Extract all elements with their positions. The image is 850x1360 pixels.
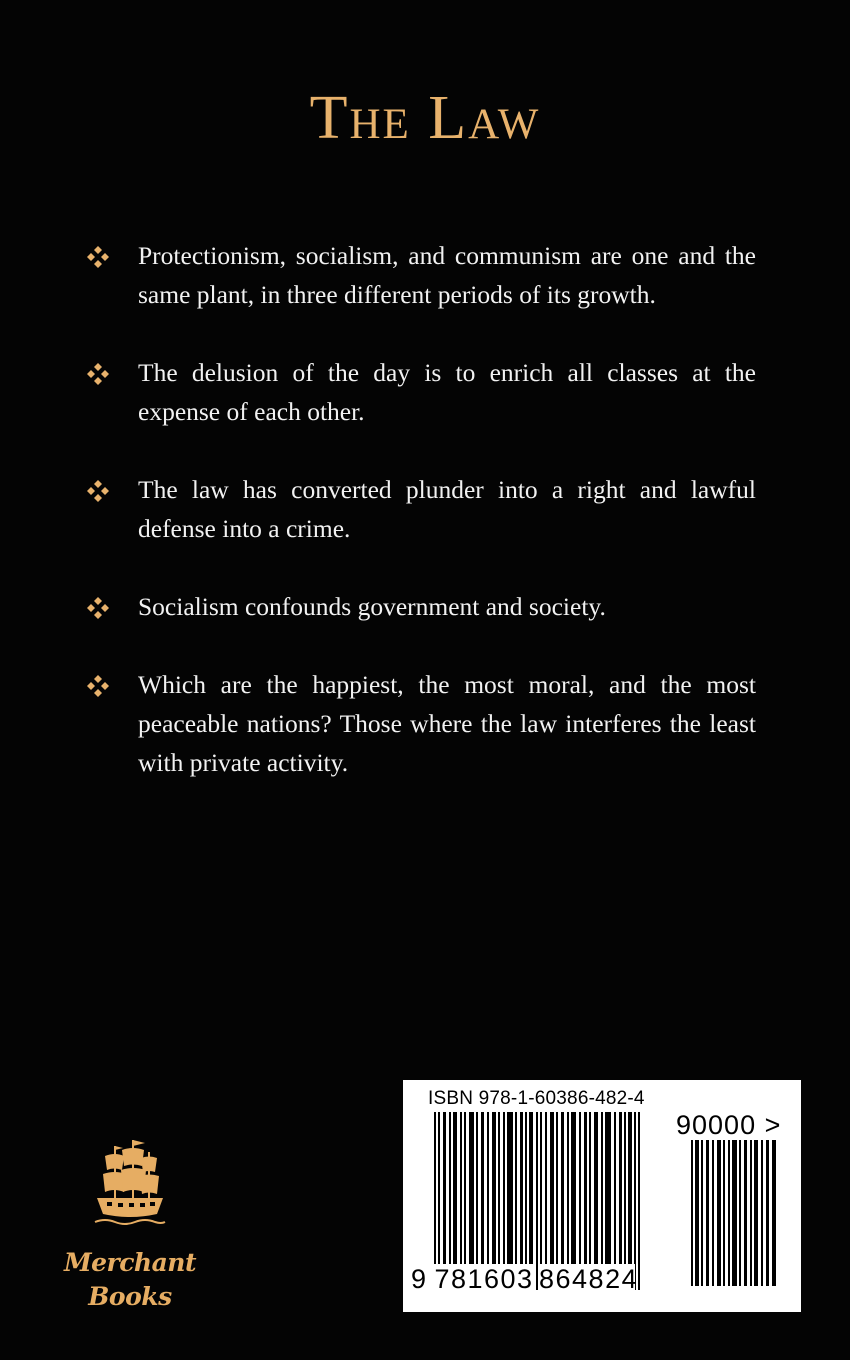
four-diamond-ornament-icon — [86, 245, 110, 269]
quote-text: Protectionism, socialism, and communism are one and the same plant, in three different periods of its growth. — [138, 241, 756, 309]
quote-text: The delusion of the day is to enrich all classes at the expense of each other. — [138, 358, 756, 426]
publisher-logo — [40, 1138, 220, 1311]
four-diamond-ornament-icon — [86, 596, 110, 620]
quote-item — [86, 587, 756, 626]
quote-item — [86, 353, 756, 431]
quote-item — [86, 236, 756, 314]
cover-title: The Law — [309, 84, 541, 152]
quote-text: Socialism confounds government and society. — [138, 592, 606, 621]
isbn-barcode — [403, 1080, 801, 1312]
sailing-ship-icon — [93, 1138, 167, 1230]
isbn-label: ISBN 978-1-60386-482-4 — [428, 1088, 645, 1109]
quote-list — [86, 236, 756, 821]
quote-text: The law has converted plunder into a right and lawful defense into a crime. — [138, 475, 756, 543]
quote-text: Which are the happiest, the most moral, and the most peaceable nations? Those where the law interferes the least with private activity. — [138, 670, 756, 777]
ean-first-digit: 9 — [411, 1264, 427, 1294]
addon-barcode-bars — [691, 1140, 777, 1286]
four-diamond-ornament-icon — [86, 479, 110, 503]
ean-right-digits: 864824 — [539, 1264, 639, 1294]
publisher-name: Merchant Books — [63, 1248, 197, 1311]
quote-item — [86, 470, 756, 548]
ean-digit-line — [403, 1264, 663, 1294]
ean-left-digits: 781603 — [434, 1264, 534, 1294]
quote-item — [86, 665, 756, 782]
four-diamond-ornament-icon — [86, 362, 110, 386]
four-diamond-ornament-icon — [86, 674, 110, 698]
price-addon-code: 90000 > — [676, 1110, 782, 1140]
